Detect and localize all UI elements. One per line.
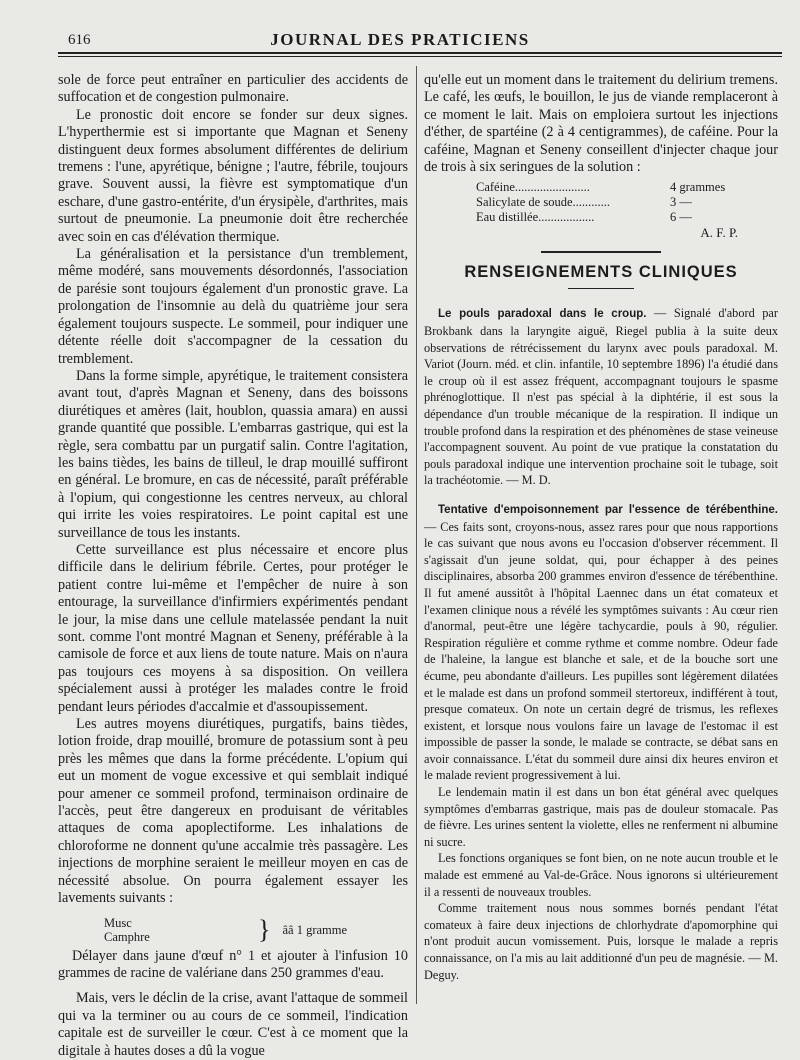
prescription-note: Délayer dans jaune d'œuf n° 1 et ajouter à l'infusion 10 grammes de racine de valériane dans 250 grammes d'eau. — [58, 947, 408, 981]
prescription-item: Salicylate de soude............ — [476, 195, 610, 210]
enema-prescription — [104, 916, 408, 944]
section-title: RENSEIGNEMENTS CLINIQUES — [464, 263, 738, 282]
prescription-item: Eau distillée.................. — [476, 210, 595, 225]
paragraph: La généralisation et la persistance d'un tremblement, même modéré, sans mouvements désordonnés, l'association de parésie sont toujours également d'un pronostic grave. La prolongation de l'insomnie au delà du quatrième jour sera également toujours suspecte. Le sommeil, pour indiquer une détente réelle doit s'accompagner de la cessation du tremblement. — [58, 246, 408, 367]
section-rule — [541, 251, 661, 253]
prescription-item: Camphre — [104, 929, 150, 944]
article-body: — Signalé d'abord par Brokbank dans la laryngite aiguë, Riegel publia à la suite deux observations de rétrécissement du larynx avec pouls paradoxal. M. Variot (Journ. méd. et clin. infantile, 10 septembre 1896) l'a étudié dans le croup où il est assez fréquent, accompagnant toujours le spasme phrénoglottique. Il n'est pas spécial à la diphtérie, il est sous la dépendance d'un trouble mécanique de la respiration. Il indique un trouble profond dans la respiration et des phénomènes de stase veineuse l'accompagnent souvent. Au point de vue pratique la constatation du pouls paradoxal indique une intervention prochaine soit le tubage, soit la trachéotomie. — M. D. — [424, 306, 778, 488]
left-column — [58, 72, 408, 1060]
paragraph: Mais, vers le déclin de la crise, avant l'attaque de sommeil qui va la terminer ou au cours de ce sommeil, l'indication capitale est de surveiller le cœur. C'est à ce moment que la digitale à hautes doses a dû la vogue — [58, 990, 408, 1059]
paragraph: Le lendemain matin il est dans un bon état général avec quelques symptômes d'embarras gastrique, mais pas de douleur stomacale. Pas de fièvre. Les urines sentent la violette, elles ne renferment ni albumine ni sucre. — [424, 785, 778, 849]
prescription-row — [476, 210, 778, 225]
prescription-row — [476, 180, 778, 195]
section-rule — [568, 288, 634, 289]
prescription-quantity: 4 grammes — [670, 180, 726, 195]
right-column — [424, 72, 778, 983]
paragraph: Le pronostic doit encore se fonder sur deux signes. L'hyperthermie est si importante que Magnan et Seneny distinguent deux formes absolument différentes de delirium tremens : l'une, apyrétique, bénigne ; l'autre, fébrile, toujours grave. Souvent aussi, la fièvre est symptomatique d'un eschare, d'une gastro-entérite, d'un érysipèle, d'arthrites, mais surtout de pneumonie. La pneumonie doit être recherchée avec soin en cas d'élévation thermique. — [58, 106, 408, 245]
paragraph: sole de force peut entraîner en particulier des accidents de suffocation et de congestion pulmonaire. — [58, 72, 408, 106]
header-rule — [58, 52, 782, 54]
journal-title: JOURNAL DES PRATICIENS — [270, 30, 530, 49]
prescription-item: Caféine........................ — [476, 180, 590, 195]
article-title: Le pouls paradoxal dans le croup. — [438, 308, 647, 321]
prescription-names — [104, 916, 254, 944]
article — [424, 305, 778, 489]
paragraph: Les fonctions organiques se font bien, on ne note aucun trouble et le malade est emmené au Val-de-Grâce. Nous ignorons si ultérieurement il a ressenti de nouveaux troubles. — [424, 851, 778, 899]
article-title: Tentative d'empoisonnement par l'essence de térébenthine. — [438, 503, 778, 516]
prescription-quantity: 6 — — [670, 210, 692, 225]
header-rule-thin — [58, 56, 782, 57]
paragraph: Dans la forme simple, apyrétique, le traitement consistera avant tout, d'après Magnan et Seneny, dans des boissons diurétiques et amères (lait, houblon, quassia amara) en aussi grande quantité que possible. L'embarras gastrique, qui est la règle, sera combattu par un purgatif salin. Contre l'agitation, les bains tièdes, les bains de tilleul, le drap mouillé suffiront en général. Le bromure, en cas de nécessité, paraît préférable à l'opium, qui congestionne les centres nerveux, au chloral qui irrite les voies respiratoires. Le point capital est une surveillance de tous les instants. — [58, 367, 408, 541]
article — [424, 501, 778, 784]
brace: } — [258, 914, 271, 944]
signature: A. F. P. — [700, 225, 738, 241]
column-divider — [416, 66, 417, 1004]
paragraph: Les autres moyens diurétiques, purgatifs, bains tièdes, lotion froide, drap mouillé, bromure de potassium sont à peu près les mêmes que dans la forme précédente. L'opium qui eut un moment de vogue excessive et qui semblait indiqué pour amener ce sommeil profond, terminaison ordinaire de l'accès, peut être dangereux en produisant de véritables attaques de coma apoplectiforme. Les inhalations de chloroforme ne donnent qu'une accalmie très passagère. Les injections de morphine seraient le meilleur moyen en cas de nécessité absolue. On pourra également essayer les lavements suivants : — [58, 716, 408, 907]
prescription-quantity: 3 — — [670, 195, 692, 210]
prescription-quantity: ââ 1 gramme — [282, 922, 348, 937]
page-number: 616 — [68, 32, 91, 48]
prescription-item: Musc — [104, 915, 132, 930]
article-body: — Ces faits sont, croyons-nous, assez rares pour que nous rapportions le cas suivant que nous avons eu l'occasion d'observer récemment. Il s'agissait d'un jeune soldat, qui, pour échapper à des peines disciplinaires, absorba 200 grammes environ d'essence de térébenthine. Il fut amené aussitôt à l'hôpital Laennec dans un état comateux et l'examen clinique nous a révélé les symptômes suivants : Au cœur rien d'anormal, peut-être une légère tachycardie, pouls à 90, régulier. Respiration régulière et comme rythme et comme nombre. Odeur fade de l'haleine, la langue est blanche et sale, et de la bouche sort une écume, peu abondante d'ailleurs. Les pupilles sont légèrement dilatées et le malade est dans un profond sommeil stertoreux, indifférent à tout, presque comateux. On note un certain degré de trismus, les reflexes existent, et lorsque nous voulons faire un lavage de l'estomac il est impossible de passer la sonde, le malade se contracte, se débat sans en avoir connaissance. L'état du sommeil dure ainsi dix heures environ et le malade revient progressivement à lui. — [424, 519, 778, 783]
paragraph: Cette surveillance est plus nécessaire et encore plus difficile dans le delirium fébrile. Certes, pour protéger le patient contre lui-même et l'empêcher de nuire à son entourage, la surveillance d'infirmiers expérimentés pendant le jour, la mise dans une cellule matelassée pendant la nuit sont. comme l'ont montré Magnan et Seneny, préférable à la camisole de force et aux liens de toute nature. Mais on n'aura pas toujours ces moyens à sa disposition. On veillera spécialement aussi à protéger les malades contre le froid pendant leurs périodes d'accalmie et d'assoupissement. — [58, 541, 408, 715]
caffeine-prescription — [476, 180, 778, 225]
paragraph: qu'elle eut un moment dans le traitement du delirium tremens. Le café, les œufs, le bouillon, le jus de viande remplaceront à ce moment le lait. Mais on emploiera surtout les injections d'éther, de spartéine (2 à 4 centigrammes), de caféine. Pour la caféine, Magnan et Seneny conseillent d'injecter chaque jour de trois à six seringues de la solution : — [424, 72, 778, 176]
prescription-row — [476, 195, 778, 210]
paragraph: Comme traitement nous nous sommes bornés pendant l'état comateux à faire deux injections de chlorhydrate d'apomorphine qui n'ont produit aucun vomissement. Puis, lorsque le malade a repris connaissance, on l'a mis au lait additionné d'un peu de magnésie. — M. Deguy. — [424, 901, 778, 982]
